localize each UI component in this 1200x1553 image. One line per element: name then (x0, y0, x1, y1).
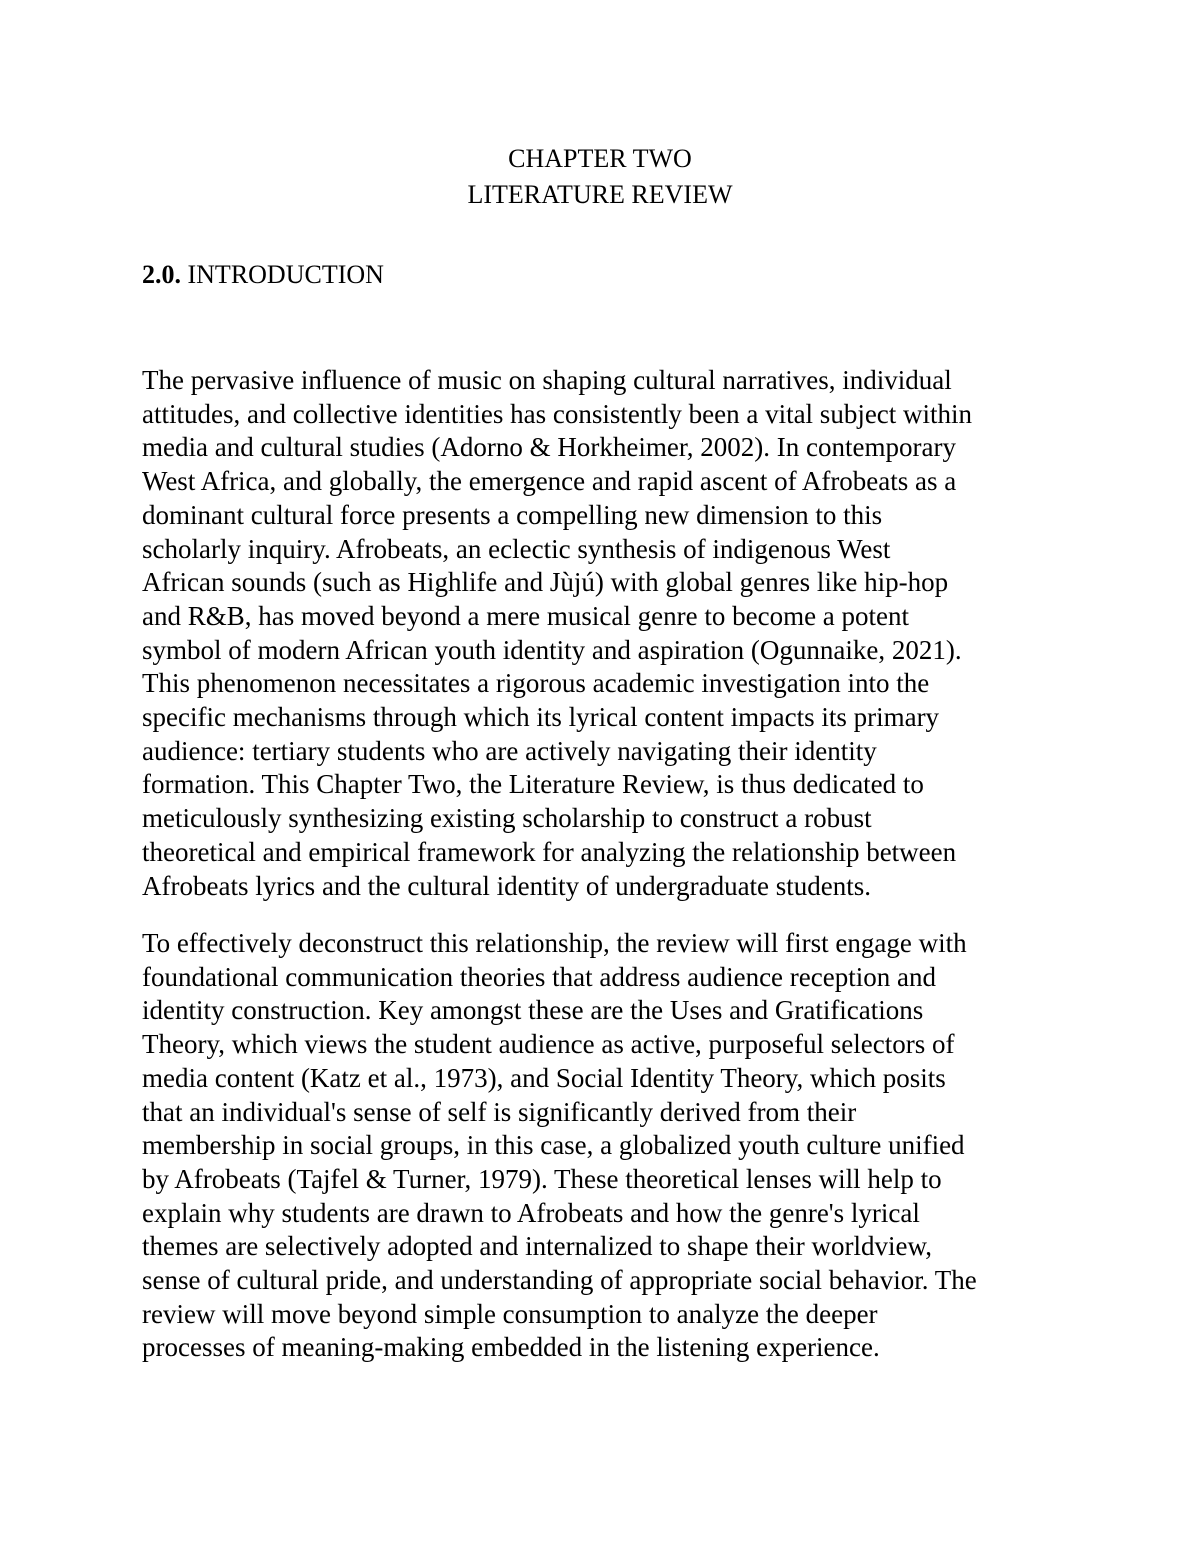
paragraph-line: This phenomenon necessitates a rigorous academic investigation into the (142, 668, 930, 699)
paragraph-line: meticulously synthesizing existing scholarship to construct a robust (142, 803, 872, 834)
paragraph-introduction (142, 364, 1072, 903)
paragraph-line: review will move beyond simple consumption to analyze the deeper (142, 1298, 878, 1329)
paragraph-line: identity construction. Key amongst these are the Uses and Gratifications (142, 995, 924, 1026)
paragraph-line: Afrobeats lyrics and the cultural identity of undergraduate students. (142, 870, 872, 901)
paragraph-line: scholarly inquiry. Afrobeats, an eclectic synthesis of indigenous West (142, 533, 891, 564)
paragraph-line: West Africa, and globally, the emergence and rapid ascent of Afrobeats as a (142, 466, 957, 497)
paragraph-line: specific mechanisms through which its lyrical content impacts its primary (142, 702, 940, 733)
paragraph-line: formation. This Chapter Two, the Literature Review, is thus dedicated to (142, 769, 924, 800)
paragraph-line: Theory, which views the student audience as active, purposeful selectors of (142, 1029, 955, 1060)
section-title: INTRODUCTION (187, 260, 384, 289)
chapter-number: CHAPTER TWO (508, 144, 692, 173)
paragraph-line: symbol of modern African youth identity and aspiration (Ogunnaike, 2021). (142, 634, 962, 665)
paragraph-line: media content (Katz et al., 1973), and Social Identity Theory, which posits (142, 1062, 946, 1093)
paragraph-line: membership in social groups, in this case, a globalized youth culture unified (142, 1130, 965, 1161)
paragraph-line: attitudes, and collective identities has consistently been a vital subject within (142, 398, 973, 429)
paragraph-line: foundational communication theories that address audience reception and (142, 961, 936, 992)
paragraph-line: The pervasive influence of music on shaping cultural narratives, individual (142, 365, 952, 395)
paragraph-line: by Afrobeats (Tajfel & Turner, 1979). These theoretical lenses will help to (142, 1163, 942, 1194)
paragraph-line: and R&B, has moved beyond a mere musical genre to become a potent (142, 600, 910, 631)
paragraph-theories (142, 927, 1072, 1365)
paragraph-line: sense of cultural pride, and understanding of appropriate social behavior. The (142, 1265, 977, 1296)
paragraph-line: media and cultural studies (Adorno & Horkheimer, 2002). In contemporary (142, 432, 956, 463)
section-number: 2.0. (142, 260, 181, 289)
paragraph-line: explain why students are drawn to Afrobeats and how the genre's lyrical (142, 1197, 920, 1228)
paragraph-line: theoretical and empirical framework for analyzing the relationship between (142, 836, 957, 867)
paragraph-line: African sounds (such as Highlife and Jùjú) with global genres like hip-hop (142, 567, 949, 598)
paragraph-line: themes are selectively adopted and internalized to shape their worldview, (142, 1231, 932, 1262)
paragraph-line: To effectively deconstruct this relationship, the review will first engage with (142, 928, 967, 958)
chapter-title: LITERATURE REVIEW (467, 180, 733, 209)
paragraph-line: dominant cultural force presents a compelling new dimension to this (142, 499, 883, 530)
paragraph-line: audience: tertiary students who are actively navigating their identity (142, 735, 877, 766)
paragraph-line: processes of meaning-making embedded in the listening experience. (142, 1332, 880, 1363)
section-heading (142, 258, 384, 292)
paragraph-line: that an individual's sense of self is significantly derived from their (142, 1096, 857, 1127)
